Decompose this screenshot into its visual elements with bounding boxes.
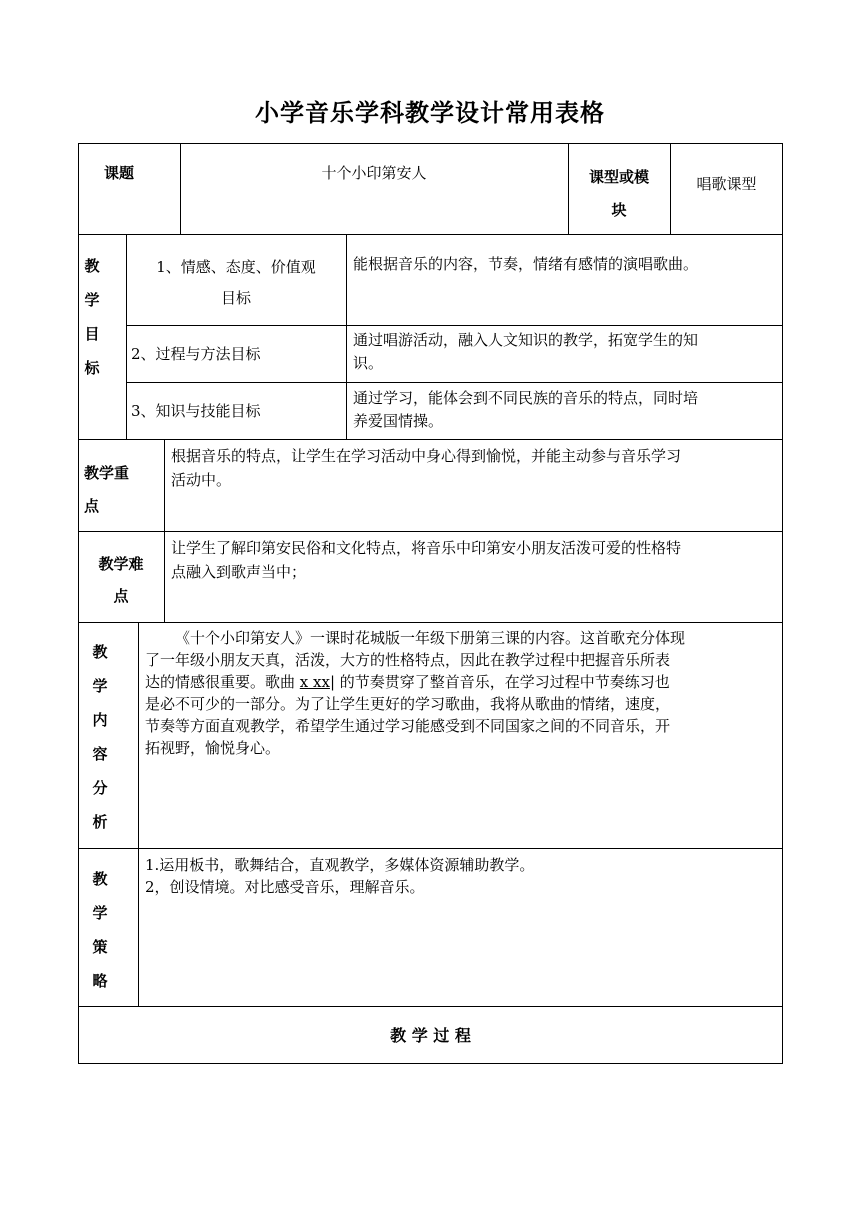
- difficulties-label: 教学难 点: [98, 555, 144, 605]
- objective-3-name: 3、知识与技能目标: [131, 402, 261, 420]
- course-type-value: 唱歌课型: [696, 175, 757, 193]
- col-divider: [180, 143, 181, 234]
- row-divider: [78, 622, 783, 623]
- row-divider: [78, 439, 783, 440]
- topic-value: 十个小印第安人: [321, 164, 427, 182]
- col-divider: [164, 439, 165, 622]
- objectives-label: 教 学 目 标: [84, 257, 100, 377]
- row-divider: [78, 531, 783, 532]
- objective-2-name: 2、过程与方法目标: [131, 345, 261, 363]
- course-type-label: 课型或模 块: [588, 168, 649, 219]
- objective-2-content: 通过唱游活动，融入人文知识的教学，拓宽学生的知 识。: [353, 331, 699, 372]
- topic-label: 课题: [104, 164, 135, 182]
- analysis-label: 教 学 内 容 分 析: [92, 643, 108, 831]
- objective-3-content: 通过学习，能体会到不同民族的音乐的特点，同时培 养爱国情操。: [353, 389, 699, 430]
- objective-1-name: 1、情感、态度、价值观 目标: [156, 258, 316, 307]
- process-heading: 教 学 过 程: [390, 1026, 471, 1045]
- analysis-content: 《十个小印第安人》一课时花城版一年级下册第三课的内容。这首歌充分体现 了一年级小朋友天真，活泼，大方的性格特点，因此在教学过程中把握音乐所表 达的情感很重要。歌曲 x xx| 的节奏贯穿了整首音乐，在学习过程中节奏练习也 是必不可少的一部分。为了让学生更好的学习歌曲，我将从歌曲的情绪，速度， 节奏等方面直观教学，希望学生通过学习能感受到不同国家之间的不同音乐，开 拓视野，愉悦身心。: [145, 629, 686, 757]
- col-divider: [138, 622, 139, 1006]
- col-divider: [346, 234, 347, 439]
- row-divider: [126, 382, 783, 383]
- row-divider: [78, 234, 783, 235]
- strategy-content: 1.运用板书，歌舞结合，直观教学，多媒体资源辅助教学。 2，创设情境。对比感受音乐，理解音乐。: [145, 856, 535, 896]
- strategy-label: 教 学 策 略: [92, 870, 108, 990]
- row-divider: [78, 1006, 783, 1007]
- key-points-content: 根据音乐的特点，让学生在学习活动中身心得到愉悦，并能主动参与音乐学习 活动中。: [171, 447, 682, 489]
- row-divider: [126, 325, 783, 326]
- objective-1-content: 能根据音乐的内容，节奏，情绪有感情的演唱歌曲。: [353, 255, 699, 273]
- key-points-label: 教学重 点: [84, 464, 130, 515]
- rhythm-notation: x xx: [299, 673, 330, 691]
- difficulties-content: 让学生了解印第安民俗和文化特点，将音乐中印第安小朋友活泼可爱的性格特 点融入到歌声当中；: [171, 539, 682, 581]
- row-divider: [78, 848, 783, 849]
- page-title: 小学音乐学科教学设计常用表格: [255, 99, 605, 127]
